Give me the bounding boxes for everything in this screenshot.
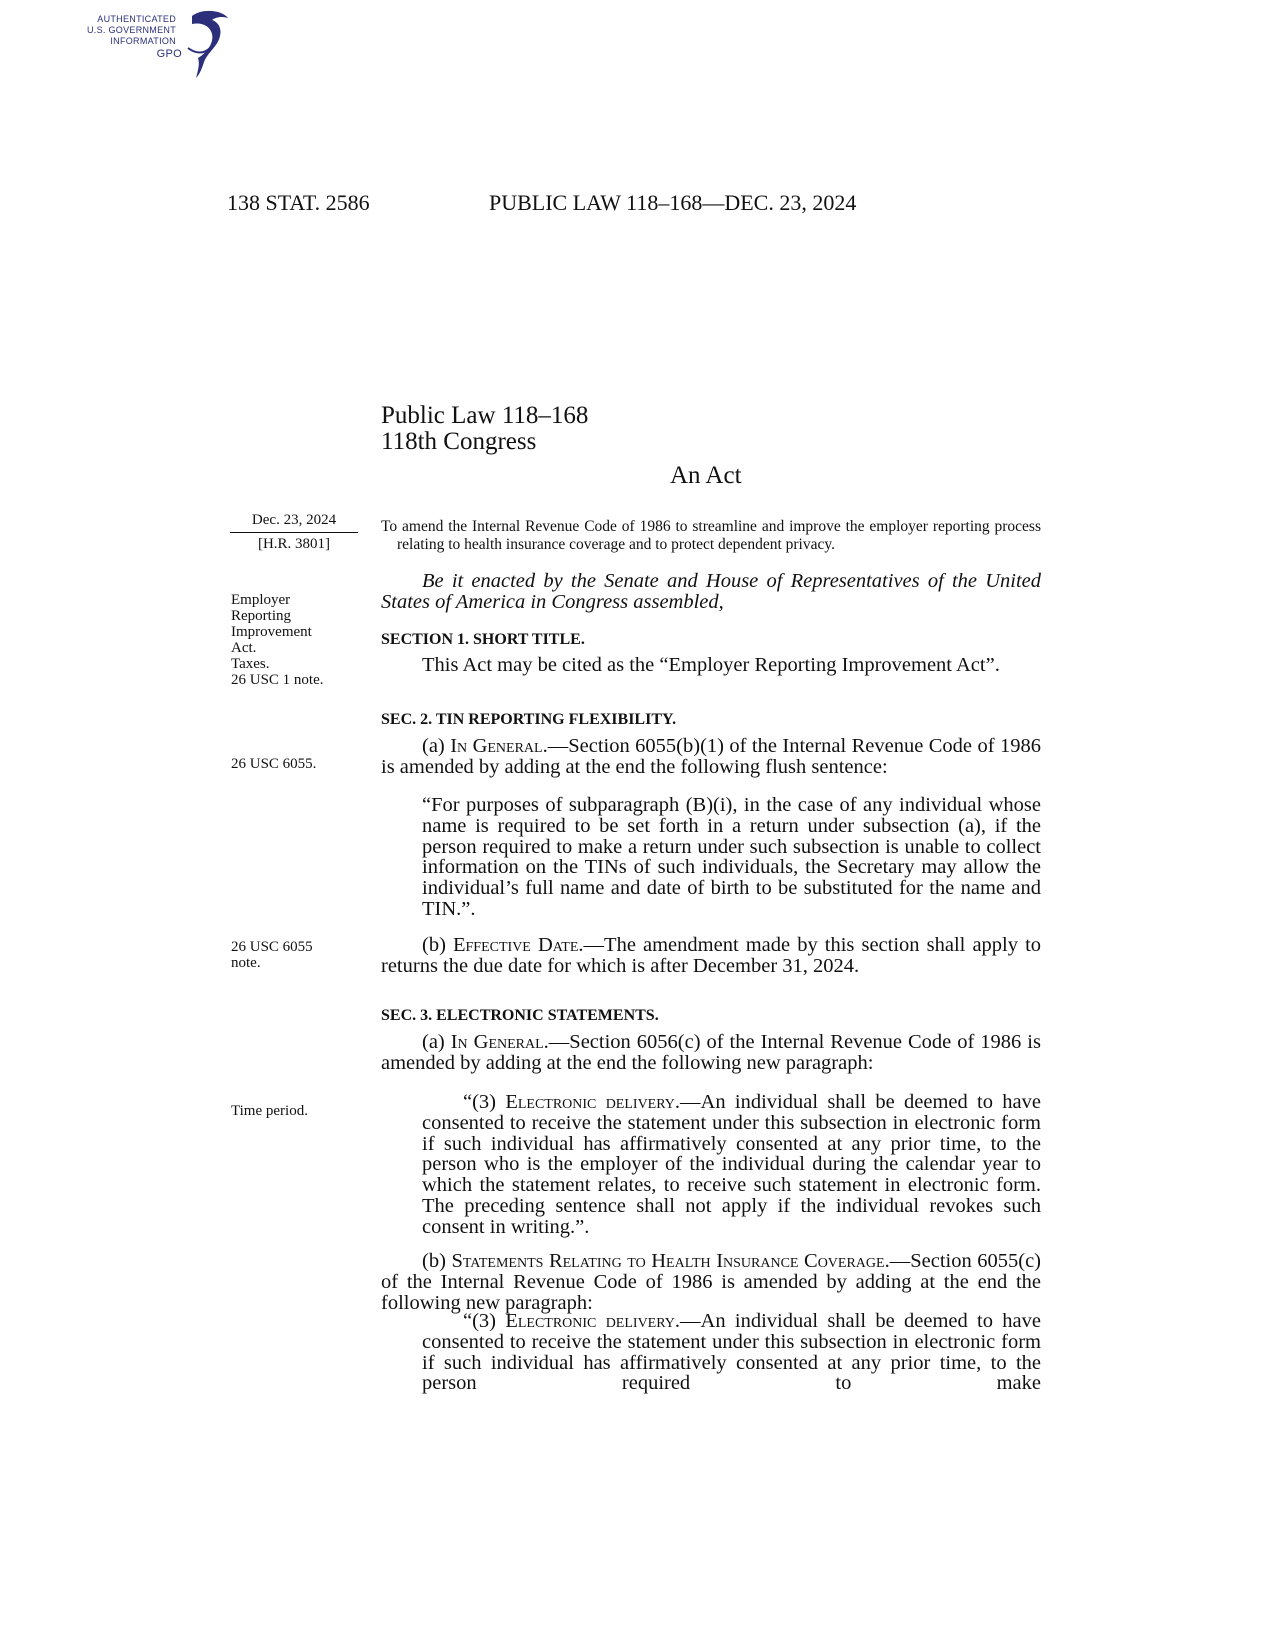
margin-note-line: note.: [231, 955, 261, 971]
margin-note-line: 26 USC 6055: [231, 939, 313, 955]
law-number: Public Law 118–168: [381, 402, 589, 429]
paragraph-label: “(3): [463, 1310, 506, 1332]
margin-note-6055: 26 USC 6055.: [231, 756, 317, 772]
section-1-body: [381, 655, 1041, 676]
seal-line-1: AUTHENTICATED: [97, 14, 176, 24]
section-2-heading: SEC. 2. TIN REPORTING FLEXIBILITY.: [381, 711, 677, 728]
margin-note-6055-note: [231, 939, 313, 971]
subsection-caption: Effective Date.: [453, 934, 584, 956]
seal-line-3: INFORMATION: [110, 36, 176, 46]
subsection-body: —Section 6055(b)(1) of the Internal Revenue Code of 1986 is amended by adding at the end the following flush sentence:: [381, 735, 1041, 778]
section-3-b-quote: [381, 1311, 1041, 1394]
section-1-heading: SECTION 1. SHORT TITLE.: [381, 631, 585, 648]
bill-number: [H.R. 3801]: [257, 536, 331, 552]
section-3-heading: SEC. 3. ELECTRONIC STATEMENTS.: [381, 1007, 659, 1024]
enacting-clause: [381, 571, 1041, 613]
section-3-a: [381, 1032, 1041, 1074]
margin-note-line: Taxes.: [231, 656, 270, 672]
margin-note-line: 26 USC 1 note.: [231, 672, 324, 688]
section-3-a-text: [381, 1032, 1041, 1074]
subsection-body: —The amendment made by this section shall apply to returns the due date for which is after December 31, 2024.: [381, 934, 1042, 977]
paragraph-caption: Electronic delivery.: [505, 1310, 681, 1332]
subsection-label: (b): [422, 934, 453, 956]
enacting-text: Be it enacted by the Senate and House of Representatives of the United States of America in Congress assembled,: [381, 570, 1041, 613]
margin-note-short-title: [231, 592, 324, 688]
margin-note-line: Improvement: [231, 624, 312, 640]
eagle-icon: [178, 8, 234, 80]
act-label: An Act: [670, 462, 742, 489]
section-2-b: [381, 935, 1041, 977]
subsection-body: —Section 6056(c) of the Internal Revenue Code of 1986 is amended by adding at the end the following new paragraph:: [381, 1031, 1041, 1074]
section-3-b-quote-text: [381, 1311, 1041, 1394]
section-3-a-quote: [381, 1092, 1041, 1238]
subsection-label: (a): [422, 735, 451, 757]
subsection-body: —Section 6055(c) of the Internal Revenue Code of 1986 is amended by adding at the end the following new paragraph:: [381, 1250, 1042, 1314]
paragraph-body: —An individual shall be deemed to have consented to receive the statement under this subsection in electronic form if such individual has affirmatively consented at any prior time, to the person who is the employer of the individual during the calendar year to which the statement relates, to receive such statement in electronic form. The preceding sentence shall not apply if the individual revokes such consent in writing.”.: [422, 1091, 1041, 1238]
section-2-quote-text: “For purposes of subparagraph (B)(i), in the case of any individual whose name is required to be set forth in a return under subsection (a), if the person required to make a return under such subsection is unable to collect information on the TINs of such individuals, the Secretary may allow the individual’s full name and date of birth to be substituted for the name and TIN.”.: [422, 794, 1041, 920]
seal-line-4: GPO: [156, 48, 182, 60]
subsection-label: (a): [422, 1031, 451, 1053]
enactment-date-box: [230, 512, 358, 553]
gpo-seal: [86, 8, 234, 78]
section-3-a-quote-text: [381, 1092, 1041, 1238]
running-header: PUBLIC LAW 118–168—DEC. 23, 2024: [489, 190, 857, 215]
paragraph-label: “(3): [463, 1091, 506, 1113]
enactment-date: Dec. 23, 2024: [230, 512, 358, 533]
section-3-b-text: [381, 1251, 1041, 1313]
seal-line-2: U.S. GOVERNMENT: [86, 25, 176, 35]
subsection-label: (b): [422, 1250, 452, 1272]
margin-note-line: Reporting: [231, 608, 291, 624]
congress: 118th Congress: [381, 428, 537, 455]
section-2-a-text: [381, 736, 1041, 778]
purpose-text: To amend the Internal Revenue Code of 1986 to streamline and improve the employer reporting process relating to health insurance coverage and to protect dependent privacy.: [381, 517, 1041, 553]
margin-note-time-period: Time period.: [231, 1103, 308, 1119]
margin-note-line: Employer: [231, 592, 291, 608]
section-3-b: [381, 1251, 1041, 1313]
paragraph-caption: Electronic delivery.: [505, 1091, 681, 1113]
subsection-caption: In General.: [450, 735, 548, 757]
paragraph-body: —An individual shall be deemed to have consented to receive the statement under this subsection in electronic form if such individual has affirmatively consented at any prior time, to the person required to make: [422, 1310, 1041, 1395]
section-1-text: This Act may be cited as the “Employer Reporting Improvement Act”.: [422, 654, 1000, 676]
stat-page-number: 138 STAT. 2586: [227, 190, 370, 215]
section-2-quote: [381, 795, 1041, 920]
purpose-clause: [381, 502, 1041, 570]
subsection-caption: Statements Relating to Health Insurance Coverage.: [451, 1250, 890, 1272]
section-2-b-text: [381, 935, 1041, 977]
margin-note-line: Act.: [231, 640, 257, 656]
subsection-caption: In General.: [450, 1031, 549, 1053]
section-2-a: [381, 736, 1041, 778]
